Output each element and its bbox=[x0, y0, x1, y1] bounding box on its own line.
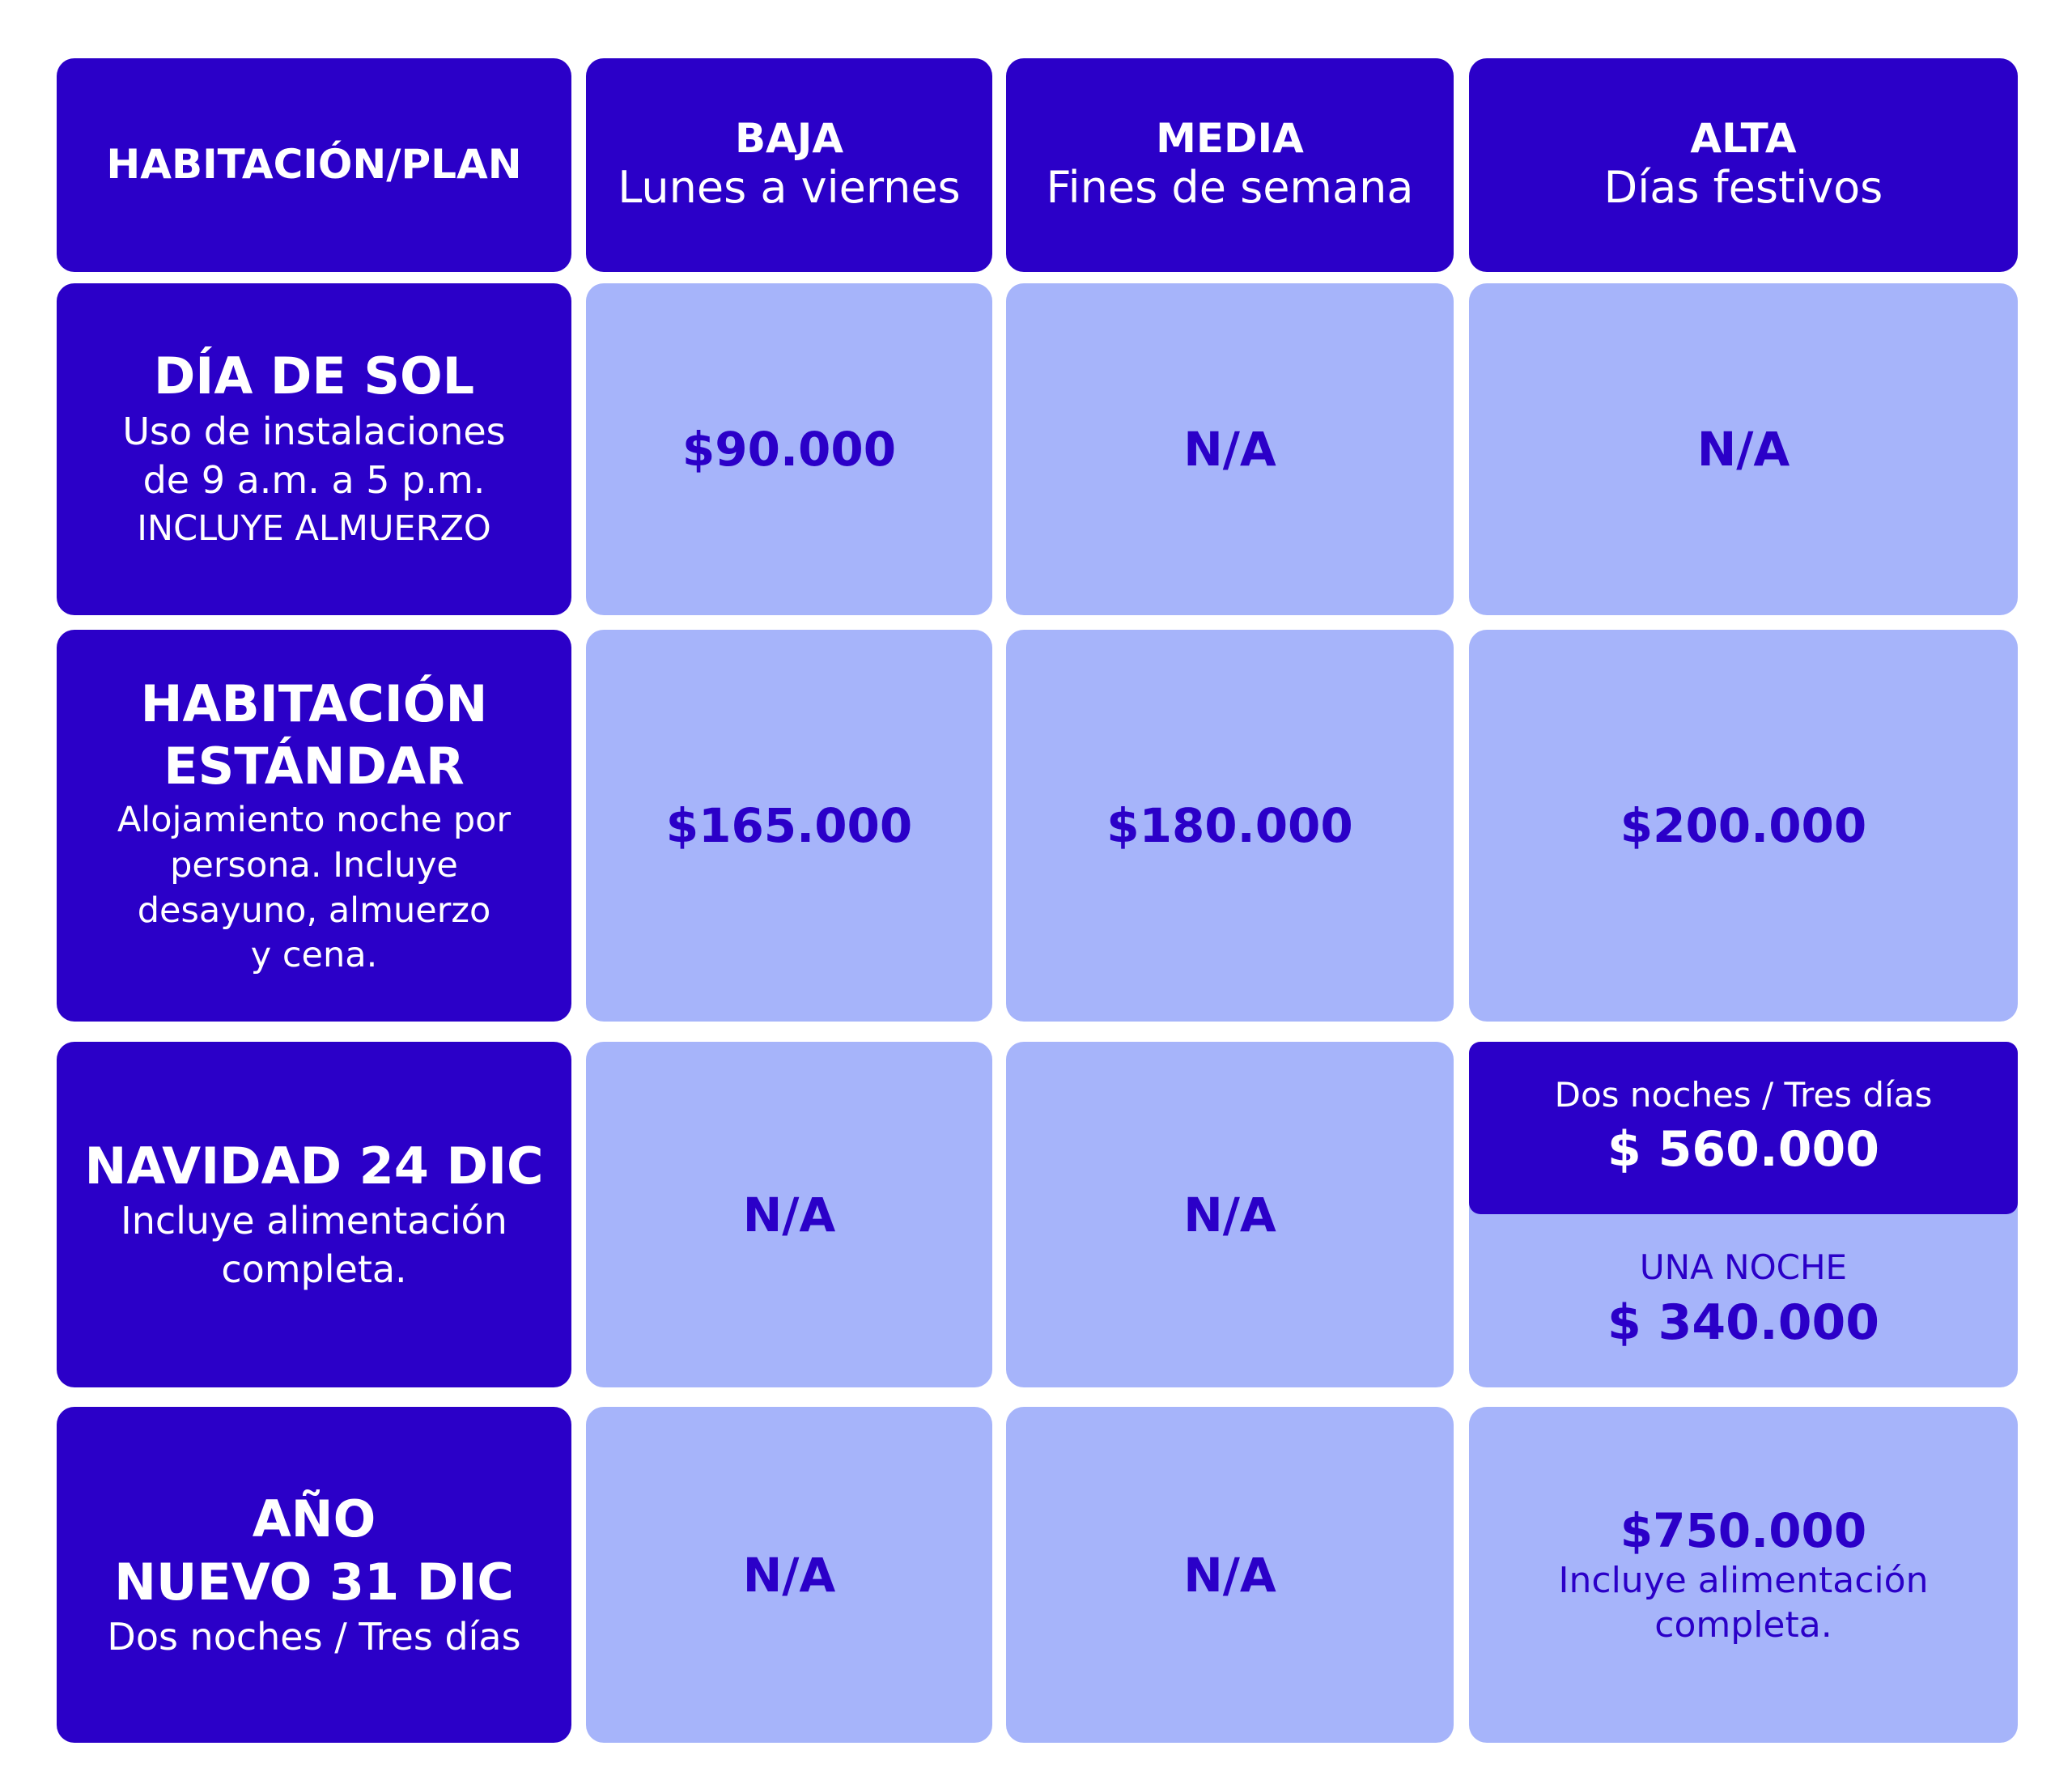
row-navidad-media bbox=[1006, 1042, 1454, 1387]
row-dia-de-sol-desc-3: INCLUYE ALMUERZO bbox=[137, 508, 491, 550]
price-value: N/A bbox=[1183, 1187, 1276, 1243]
navidad-alta-one-night-note: UNA NOCHE bbox=[1639, 1247, 1848, 1288]
row-ano-nuevo-desc: Dos noches / Tres días bbox=[107, 1615, 521, 1659]
header-baja-cell bbox=[586, 58, 992, 272]
row-habitacion-estandar-title-2: ESTÁNDAR bbox=[163, 737, 465, 797]
header-alta-sub: Días festivos bbox=[1603, 162, 1883, 214]
row-habitacion-estandar-title-1: HABITACIÓN bbox=[140, 673, 488, 733]
row-ano-nuevo-label bbox=[57, 1407, 571, 1743]
navidad-alta-two-nights-price: $ 560.000 bbox=[1607, 1121, 1879, 1179]
price-value: $200.000 bbox=[1620, 798, 1867, 853]
row-navidad-title: NAVIDAD 24 DIC bbox=[84, 1136, 544, 1196]
row-habitacion-estandar-desc-3: desayuno, almuerzo bbox=[137, 890, 491, 931]
header-alta-name: ALTA bbox=[1690, 114, 1797, 162]
header-baja-name: BAJA bbox=[734, 114, 844, 162]
price-value: $165.000 bbox=[665, 798, 913, 853]
row-habitacion-estandar-media bbox=[1006, 630, 1454, 1022]
price-value: $180.000 bbox=[1106, 798, 1353, 853]
navidad-alta-two-nights-note: Dos noches / Tres días bbox=[1554, 1074, 1933, 1115]
row-habitacion-estandar-alta bbox=[1469, 630, 2018, 1022]
row-navidad-label bbox=[57, 1042, 571, 1387]
header-baja-sub: Lunes a viernes bbox=[618, 162, 961, 214]
price-value: N/A bbox=[742, 1547, 836, 1603]
row-habitacion-estandar-desc-2: persona. Incluye bbox=[170, 844, 458, 886]
row-dia-de-sol-desc-2: de 9 a.m. a 5 p.m. bbox=[142, 457, 486, 502]
row-ano-nuevo-title-1: AÑO bbox=[252, 1489, 376, 1549]
row-habitacion-estandar-desc-1: Alojamiento noche por bbox=[117, 799, 512, 840]
price-value: N/A bbox=[1696, 422, 1790, 477]
row-dia-de-sol-media bbox=[1006, 283, 1454, 615]
header-media-name: MEDIA bbox=[1156, 114, 1304, 162]
header-media-cell bbox=[1006, 58, 1454, 272]
header-plan-cell bbox=[57, 58, 571, 272]
navidad-alta-one-night-panel bbox=[1469, 1214, 2018, 1387]
row-ano-nuevo-media bbox=[1006, 1407, 1454, 1743]
row-ano-nuevo-alta bbox=[1469, 1407, 2018, 1743]
price-value: N/A bbox=[742, 1187, 836, 1243]
row-habitacion-estandar-desc-4: y cena. bbox=[250, 935, 378, 976]
row-ano-nuevo-baja bbox=[586, 1407, 992, 1743]
price-value: N/A bbox=[1183, 422, 1276, 477]
row-habitacion-estandar-label bbox=[57, 630, 571, 1022]
header-media-sub: Fines de semana bbox=[1046, 162, 1414, 214]
price-value: N/A bbox=[1183, 1547, 1276, 1603]
ano-nuevo-alta-desc-1: Incluye alimentación bbox=[1558, 1559, 1929, 1601]
row-dia-de-sol-alta bbox=[1469, 283, 2018, 615]
header-plan-label: HABITACIÓN/PLAN bbox=[106, 141, 522, 189]
row-dia-de-sol-title: DÍA DE SOL bbox=[153, 346, 475, 406]
row-dia-de-sol-label bbox=[57, 283, 571, 615]
row-navidad-baja bbox=[586, 1042, 992, 1387]
row-dia-de-sol-baja bbox=[586, 283, 992, 615]
row-navidad-desc-2: completa. bbox=[221, 1247, 407, 1292]
navidad-alta-two-nights-panel bbox=[1469, 1042, 2018, 1214]
row-navidad-desc-1: Incluye alimentación bbox=[121, 1199, 507, 1243]
row-habitacion-estandar-baja bbox=[586, 630, 992, 1022]
header-alta-cell bbox=[1469, 58, 2018, 272]
row-navidad-alta bbox=[1469, 1042, 2018, 1387]
row-dia-de-sol-desc-1: Uso de instalaciones bbox=[122, 409, 506, 453]
ano-nuevo-alta-desc-2: completa. bbox=[1654, 1604, 1832, 1646]
navidad-alta-one-night-price: $ 340.000 bbox=[1607, 1294, 1879, 1351]
row-ano-nuevo-title-2: NUEVO 31 DIC bbox=[114, 1552, 514, 1612]
price-value: $90.000 bbox=[681, 422, 897, 477]
price-value: $750.000 bbox=[1620, 1502, 1867, 1558]
